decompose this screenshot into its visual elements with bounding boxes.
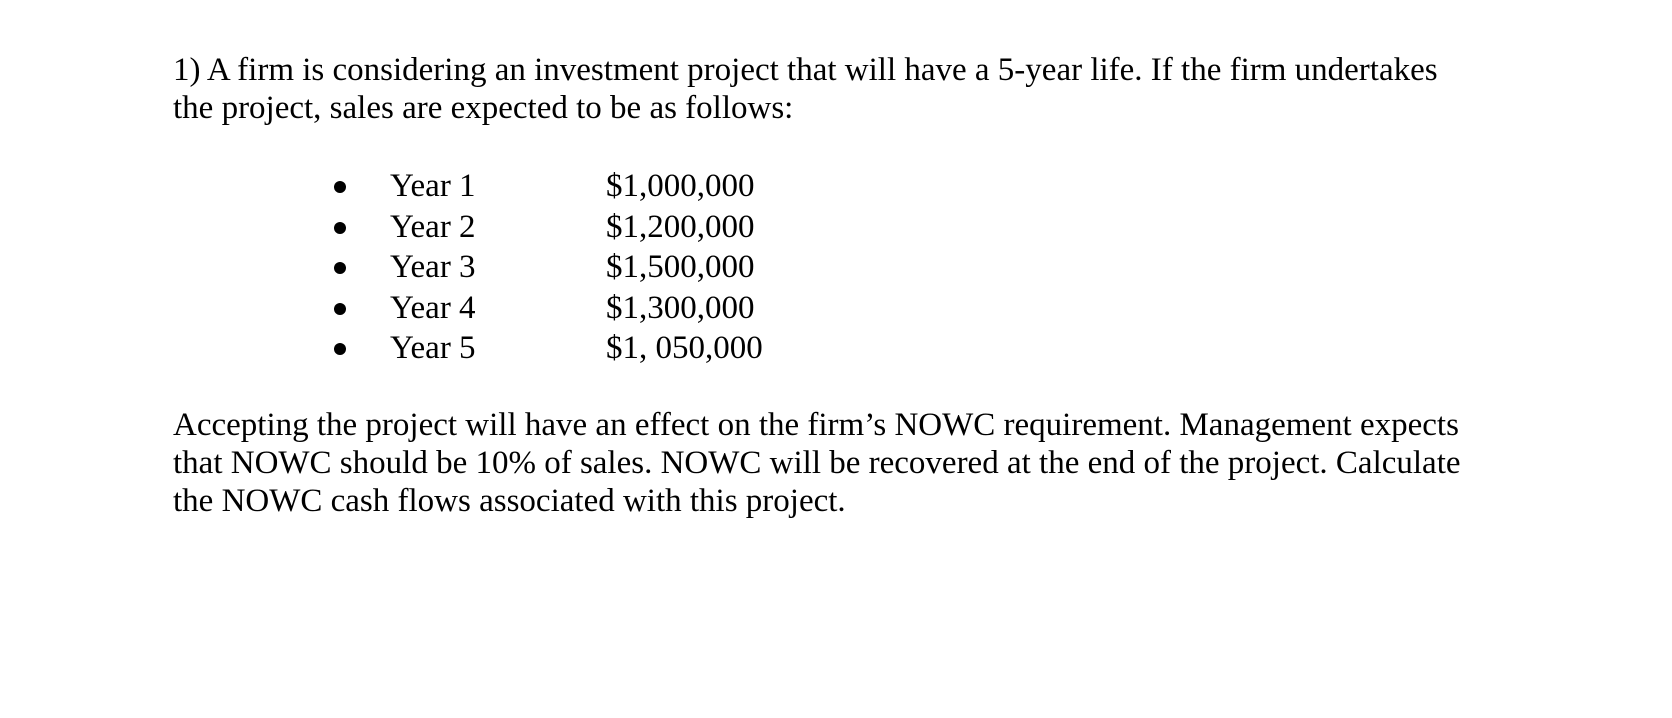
sales-amount: $1,500,000 xyxy=(606,249,755,285)
year-label: Year 2 xyxy=(390,208,476,245)
sales-amount: $1,000,000 xyxy=(606,168,755,204)
list-item xyxy=(0,208,900,249)
sales-list xyxy=(0,167,900,370)
bullet-icon xyxy=(334,222,346,234)
year-label: Year 3 xyxy=(390,249,476,285)
bullet-icon xyxy=(334,262,346,274)
bullet-icon xyxy=(334,343,346,355)
question-intro xyxy=(173,51,1438,127)
list-item xyxy=(0,248,900,289)
list-item xyxy=(0,167,900,208)
intro-line-2: the project, sales are expected to be as follows: xyxy=(173,90,794,126)
outro-line-3: the NOWC cash flows associated with this project. xyxy=(173,483,846,519)
list-item xyxy=(0,289,900,330)
list-item xyxy=(0,329,900,370)
sales-amount: $1,200,000 xyxy=(606,208,755,245)
sales-amount: $1,300,000 xyxy=(606,289,755,326)
year-label: Year 5 xyxy=(390,330,476,366)
outro-line-2: that NOWC should be 10% of sales. NOWC will be recovered at the end of the project. Calculate xyxy=(173,445,1461,481)
intro-line-1: 1) A firm is considering an investment project that will have a 5-year life. If the firm undertakes xyxy=(173,52,1438,88)
bullet-icon xyxy=(334,303,346,315)
sales-amount: $1, 050,000 xyxy=(606,330,763,366)
bullet-icon xyxy=(334,181,346,193)
outro-line-1: Accepting the project will have an effect on the firm’s NOWC requirement. Management expects xyxy=(173,407,1459,443)
question-body xyxy=(173,406,1461,520)
year-label: Year 1 xyxy=(390,168,476,204)
year-label: Year 4 xyxy=(390,289,476,326)
